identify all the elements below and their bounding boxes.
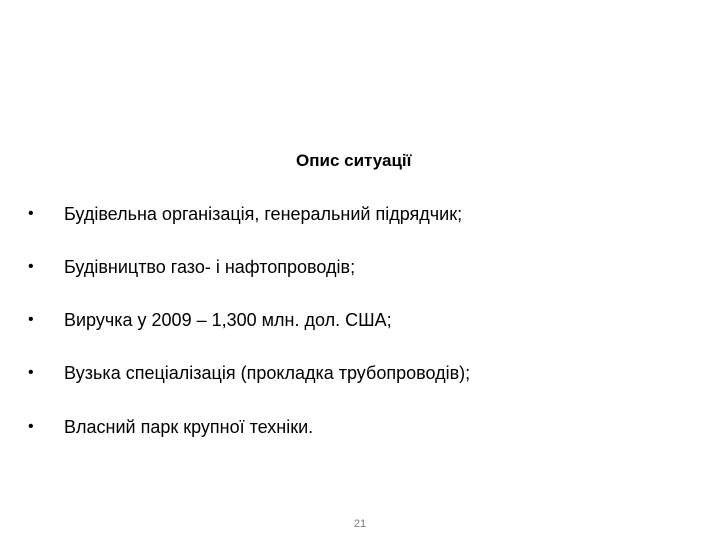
bullet-text: Виручка у 2009 – 1,300 млн. дол. США;	[64, 310, 392, 330]
slide-title: Опис ситуації	[296, 151, 412, 170]
bullet-marker: •	[28, 418, 34, 435]
bullet-marker: •	[28, 258, 34, 275]
bullet-text: Будівельна організація, генеральний підрядчик;	[64, 204, 463, 224]
bullet-text: Власний парк крупної техніки.	[64, 417, 314, 437]
bullet-marker: •	[28, 364, 34, 381]
bullet-text: Вузька спеціалізація (прокладка трубопроводів);	[64, 363, 471, 383]
bullet-marker: •	[28, 205, 34, 222]
page-number: 21	[353, 518, 367, 530]
bullet-marker: •	[28, 311, 34, 328]
bullet-text: Будівництво газо- і нафтопроводів;	[64, 257, 356, 277]
